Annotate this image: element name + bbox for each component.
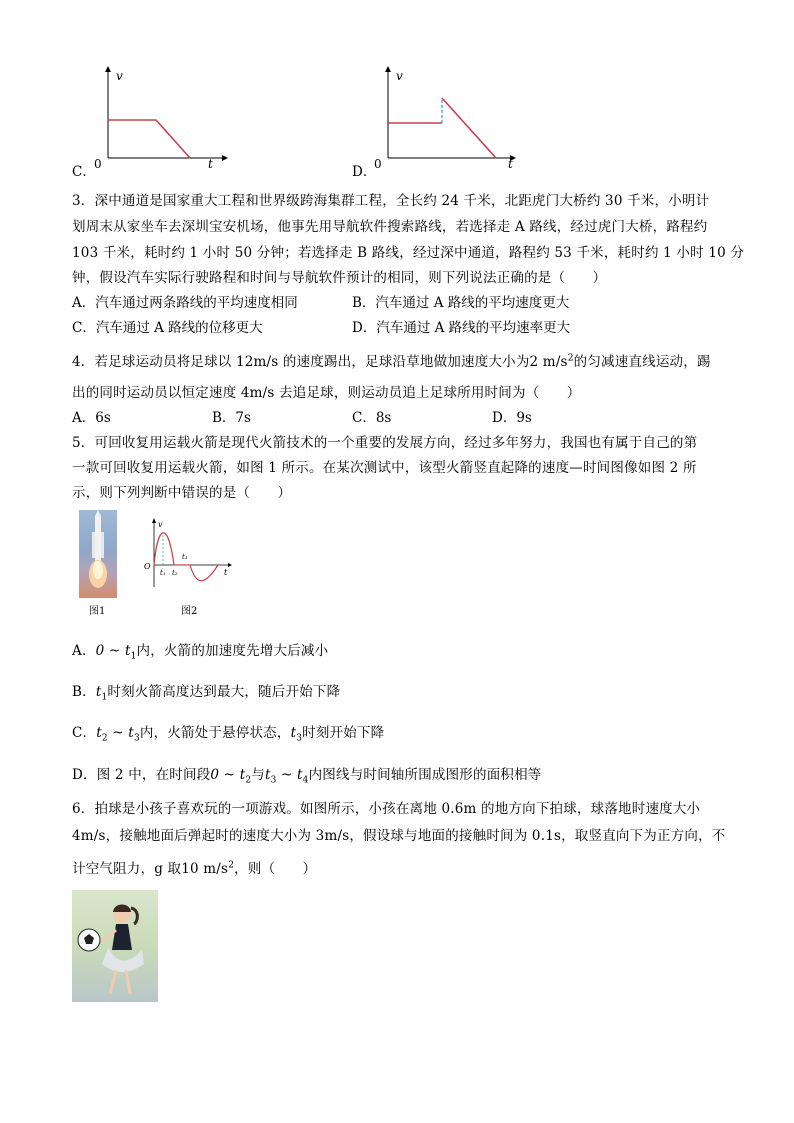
- q5-option-c: C．$t_2$ ~ $t_3$内，火箭处于悬停状态，$t_3$时刻开始下降: [72, 725, 385, 744]
- q3-line-4: 钟，假设汽车实际行驶路程和时间与导航软件预计的相同，则下列说法正确的是（ ）: [72, 270, 607, 286]
- graph-c: [90, 62, 230, 172]
- q6-g-value: 10 $m/s^2$: [181, 860, 235, 877]
- fig2-v-label: v: [158, 520, 163, 529]
- fig1-caption: 图1: [89, 606, 106, 617]
- q6-line-3: 计空气阻力，g 取10 $m/s^2$，则（ ）: [72, 860, 317, 877]
- q3-line-1: 3．深中通道是国家重大工程和世界级跨海集群工程，全长约 24 千米，北距虎门大桥约 30 千米，小明计: [72, 193, 710, 209]
- q3-option-d: D．汽车通过 A 路线的平均速率更大: [352, 320, 571, 336]
- fig2-t3-label: t₃: [182, 553, 188, 561]
- graph-c-t-axis: t: [208, 157, 213, 171]
- child-ball-photo: [72, 890, 158, 1002]
- q5-option-a: A．0 ~ $t_1$内，火箭的加速度先增大后减小: [72, 643, 329, 662]
- option-d-label: D．: [352, 164, 377, 180]
- graph-c-v-axis: v: [116, 69, 123, 83]
- q5-line-1: 5．可回收复用运载火箭是现代火箭技术的一个重要的发展方向，经过多年努力，我国也有属于自己的第: [72, 435, 698, 451]
- graph-c-origin: 0: [94, 157, 102, 171]
- fig2-caption: 图2: [181, 606, 198, 617]
- q3-option-c: C．汽车通过 A 路线的位移更大: [72, 320, 263, 336]
- q5-option-d: D．图 2 中，在时间段0 ~ $t_2$与$t_3$ ~ $t_4$内图线与时间轴所围成图形的面积相等: [72, 767, 542, 786]
- graph-d-origin: 0: [374, 157, 382, 171]
- q4-line-1: [72, 350, 711, 370]
- q5-line-2: 一款可回收复用运载火箭，如图 1 所示。在某次测试中，该型火箭竖直起降的速度—时间图像如图 2 所: [72, 460, 697, 476]
- fig2-t-label: t: [224, 568, 228, 577]
- rocket-icon: [79, 510, 117, 598]
- q6-line-1: 6．拍球是小孩子喜欢玩的一项游戏。如图所示，小孩在离地 0.6m 的地方向下拍球，球落地时速度大小: [72, 801, 701, 817]
- rocket-photo: [79, 510, 117, 598]
- q4-text-a: 4．若足球运动员将足球以 12m/s 的速度踢出，足球沿草地做加速度大小为: [72, 354, 530, 370]
- q4-accel-value: 2 $m/s^2$: [529, 353, 574, 370]
- fig2-t1-label: t₁: [160, 569, 166, 577]
- q3-option-b: B．汽车通过 A 路线的平均速度更大: [352, 295, 570, 311]
- q4-option-d: D．9s: [492, 410, 532, 426]
- fig2-t2-label: t₂: [172, 569, 178, 577]
- q4-option-b: B．7s: [212, 410, 251, 426]
- q4-text-b: 的匀减速直线运动，踢: [573, 354, 711, 370]
- child-icon: [72, 890, 158, 1002]
- graph-d-v-axis: v: [396, 69, 403, 83]
- graph-d: [370, 62, 520, 172]
- q5-option-b: B．$t_1$时刻火箭高度达到最大，随后开始下降: [72, 684, 341, 703]
- graph-d-t-axis: t: [508, 157, 513, 171]
- q5-line-3: 示，则下列判断中错误的是（ ）: [72, 485, 292, 501]
- q3-line-3: 103 千米，耗时约 1 小时 50 分钟；若选择走 B 路线，经过深中通道，路程约 53 千米，耗时约 1 小时 10 分: [72, 245, 745, 261]
- q4-line-2: 出的同时运动员以恒定速度 4m/s 去追足球，则运动员追上足球所用时间为（ ）: [72, 385, 581, 401]
- option-c-label: C．: [72, 164, 96, 180]
- fig2-origin-label: O: [144, 562, 151, 571]
- q3-option-a: A．汽车通过两条路线的平均速度相同: [72, 295, 298, 311]
- q3-line-2: 划周末从家坐车去深圳宝安机场，他事先用导航软件搜索路线，若选择走 A 路线，经过虎门大桥，路程约: [72, 219, 708, 235]
- fig2-vt-graph: [140, 515, 235, 595]
- q4-option-c: C．8s: [352, 410, 392, 426]
- q4-option-a: A．6s: [72, 410, 111, 426]
- q6-line-2: 4m/s，接触地面后弹起时的速度大小为 3m/s，假设球与地面的接触时间为 0.1s，取竖直向下为正方向，不: [72, 828, 726, 844]
